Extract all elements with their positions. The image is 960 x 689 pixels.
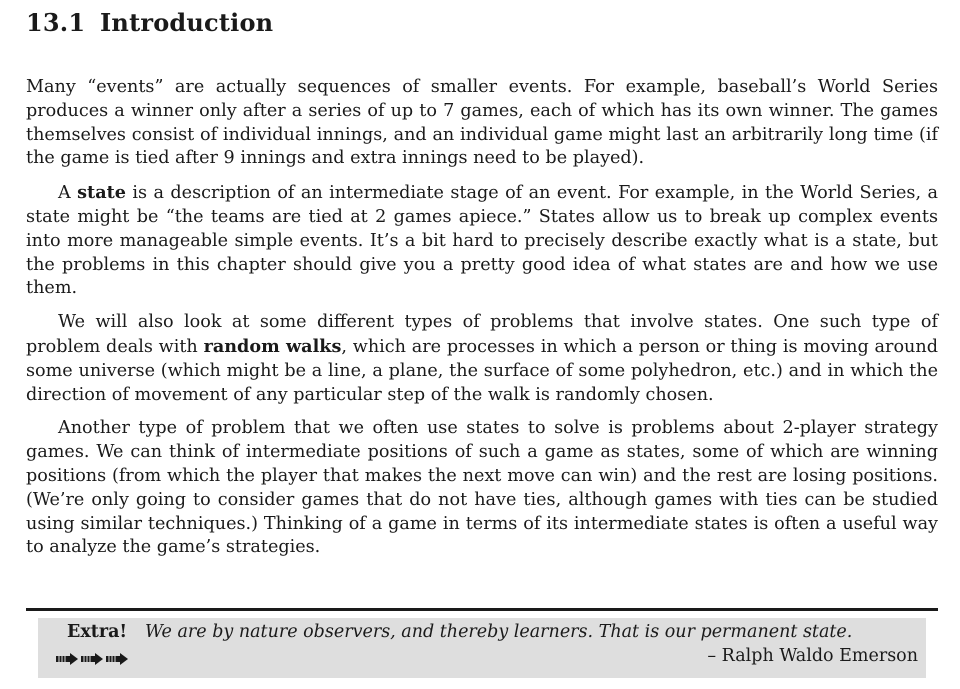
quote-attribution: – Ralph Waldo Emerson [707,646,918,666]
section-heading [26,8,273,37]
paragraph-2 [26,181,938,301]
term-random-walks: random walks [203,335,342,357]
paragraph-1 [26,76,938,171]
paragraph-text: , which are processes in which a person or thing is moving around some universe (which might be a line, a plane, the surface of some polyhedron, etc.) and in which the direction of movement of any particular step of the walk is randomly chosen. [26,336,938,405]
triple-arrow-icon [56,652,132,666]
paragraph-text: A [58,183,78,204]
paragraph-text: is a description of an intermediate stage of an event. For example, in the World Series, a state might be “the teams are tied at 2 games apiece.” States allow us to break up complex events into more manageable simple events. It’s a bit hard to precisely describe exactly what is a state, but the problems in this chapter should give you a pretty good idea of what states are and how we use them. [26,183,938,299]
term-state: state [77,182,126,204]
section-number: 13.1 [26,8,86,37]
paragraph-text: We will also look at some different types of problems that involve states. One such type of problem deals with [26,312,938,357]
paragraph-3 [26,311,938,407]
paragraph-text: Many “events” are actually sequences of smaller events. For example, baseball’s World Series produces a winner only after a series of up to 7 games, each of which has its own winner. The games themselves consist of individual innings, and an individual game might last an arbitrarily long time (if the game is tied after 9 innings and extra innings need to be played). [26,77,938,169]
body-text [26,76,938,570]
extra-quote: We are by nature observers, and thereby learners. That is our permanent state. [145,622,853,642]
section-title: Introduction [100,8,274,37]
extra-label: Extra! [67,622,128,642]
paragraph-text: Another type of problem that we often use states to solve is problems about 2-player strategy games. We can think of intermediate positions of such a game as states, some of which are winning positions (from which the player that makes the next move can win) and the rest are losing positions. (We’re only going to consider games that do not have ties, although games with ties can be studied using similar techniques.) Thinking of a game in terms of its intermediate states is often a useful way to analyze the game’s strategies. [26,418,938,558]
extra-divider [26,608,938,611]
paragraph-4 [26,417,938,560]
